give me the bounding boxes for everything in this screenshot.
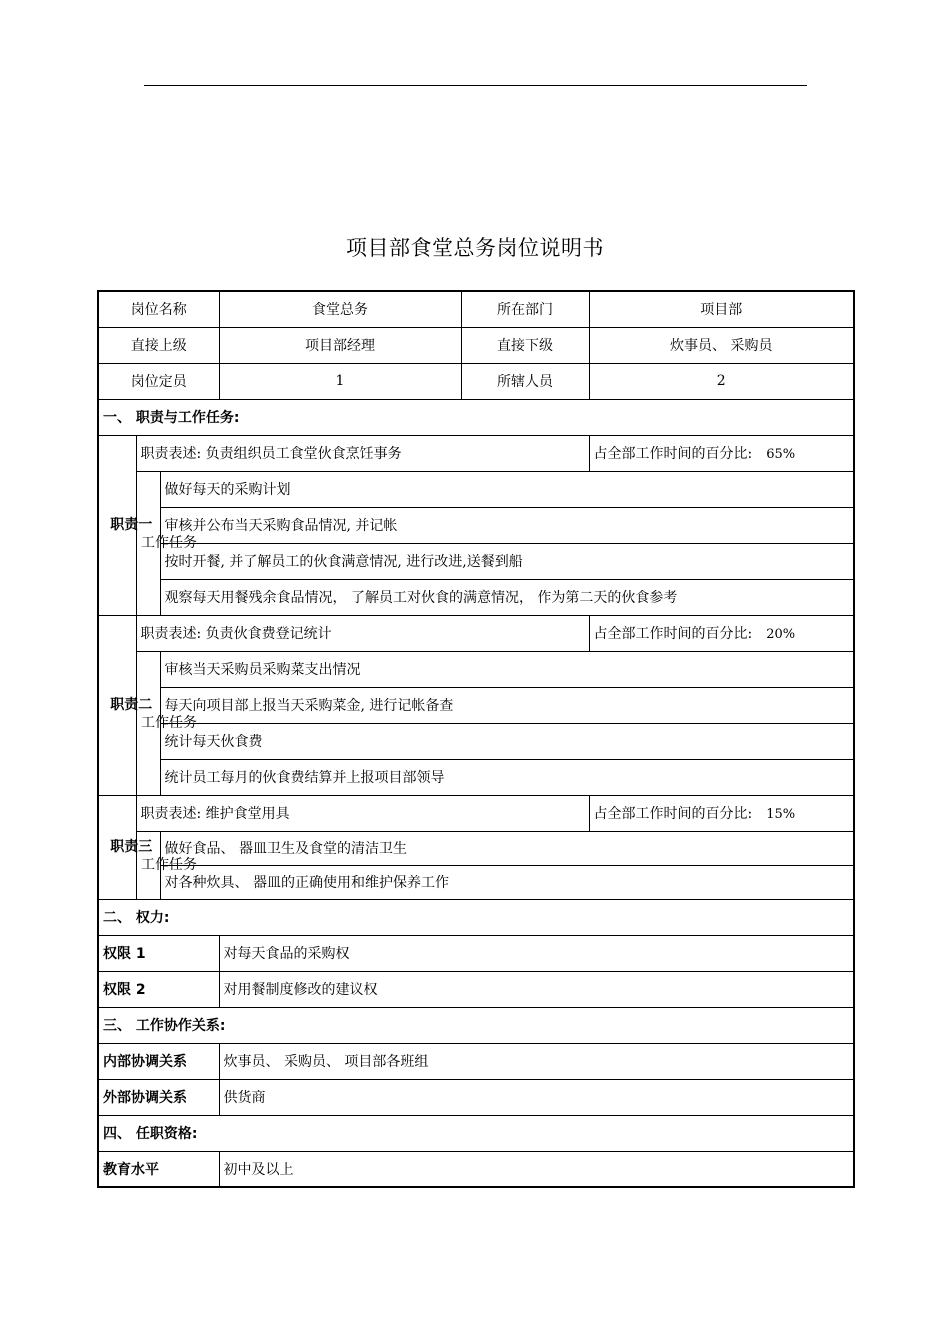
- duty3-statement: 职责表述: 维护食堂用具: [136, 795, 589, 831]
- duty2-statement-row: [98, 615, 854, 651]
- info-row-3: [98, 363, 854, 399]
- section2-heading: 二、 权力:: [98, 899, 854, 935]
- section1-heading: 一、 职责与工作任务:: [98, 399, 854, 435]
- quota-value: 1: [219, 363, 461, 399]
- authority-1-label: 权限 1: [98, 935, 219, 971]
- external-relation-value: 供货商: [219, 1079, 854, 1115]
- duty2-task-1: 审核当天采购员采购菜支出情况: [160, 651, 854, 687]
- quota-label: 岗位定员: [98, 363, 219, 399]
- authority-2-value: 对用餐制度修改的建议权: [219, 971, 854, 1007]
- staff-value: 2: [589, 363, 854, 399]
- dept-value: 项目部: [589, 291, 854, 327]
- duty1-percentage: 占全部工作时间的百分比: 65%: [589, 435, 854, 471]
- post-name-value: 食堂总务: [219, 291, 461, 327]
- duty2-task-3: 统计每天伙食费: [160, 723, 854, 759]
- duty1-task-4: 观察每天用餐残余食品情况， 了解员工对伙食的满意情况， 作为第二天的伙食参考: [160, 579, 854, 615]
- duty3-label: 职责三: [98, 795, 136, 899]
- post-name-label: 岗位名称: [98, 291, 219, 327]
- duty3-task-1: 做好食品、 器皿卫生及食堂的清洁卫生: [160, 831, 854, 865]
- external-relation-label: 外部协调关系: [98, 1079, 219, 1115]
- internal-relation-label: 内部协调关系: [98, 1043, 219, 1079]
- section4-heading: 四、 任职资格:: [98, 1115, 854, 1151]
- duty1-task-label: 工作任务: [136, 471, 160, 615]
- duty2-task-label: 工作任务: [136, 651, 160, 795]
- section3-heading: 三、 工作协作关系:: [98, 1007, 854, 1043]
- superior-value: 项目部经理: [219, 327, 461, 363]
- info-row-2: [98, 327, 854, 363]
- superior-label: 直接上级: [98, 327, 219, 363]
- education-label: 教育水平: [98, 1151, 219, 1187]
- dept-label: 所在部门: [461, 291, 589, 327]
- duty3-percentage: 占全部工作时间的百分比: 15%: [589, 795, 854, 831]
- job-description-table: [97, 290, 855, 1188]
- subordinate-value: 炊事员、 采购员: [589, 327, 854, 363]
- duty1-task-2: 审核并公布当天采购食品情况, 并记帐: [160, 507, 854, 543]
- duty1-statement: 职责表述: 负责组织员工食堂伙食烹饪事务: [136, 435, 589, 471]
- duty2-statement: 职责表述: 负责伙食费登记统计: [136, 615, 589, 651]
- duty1-task-3: 按时开餐, 并了解员工的伙食满意情况, 进行改进,送餐到船: [160, 543, 854, 579]
- header-rule: [144, 85, 807, 86]
- duty3-task-2: 对各种炊具、 器皿的正确使用和维护保养工作: [160, 865, 854, 899]
- duty1-label: 职责一: [98, 435, 136, 615]
- subordinate-label: 直接下级: [461, 327, 589, 363]
- staff-label: 所辖人员: [461, 363, 589, 399]
- duty3-statement-row: [98, 795, 854, 831]
- duty1-statement-row: [98, 435, 854, 471]
- document-title: 项目部食堂总务岗位说明书: [346, 236, 604, 260]
- duty2-task-2: 每天向项目部上报当天采购菜金, 进行记帐备查: [160, 687, 854, 723]
- education-value: 初中及以上: [219, 1151, 854, 1187]
- duty1-task-1: 做好每天的采购计划: [160, 471, 854, 507]
- info-row-1: [98, 291, 854, 327]
- authority-2-label: 权限 2: [98, 971, 219, 1007]
- duty2-label: 职责二: [98, 615, 136, 795]
- duty2-task-4: 统计员工每月的伙食费结算并上报项目部领导: [160, 759, 854, 795]
- duty2-percentage: 占全部工作时间的百分比: 20%: [589, 615, 854, 651]
- duty3-task-label: 工作任务: [136, 831, 160, 899]
- internal-relation-value: 炊事员、 采购员、 项目部各班组: [219, 1043, 854, 1079]
- authority-1-value: 对每天食品的采购权: [219, 935, 854, 971]
